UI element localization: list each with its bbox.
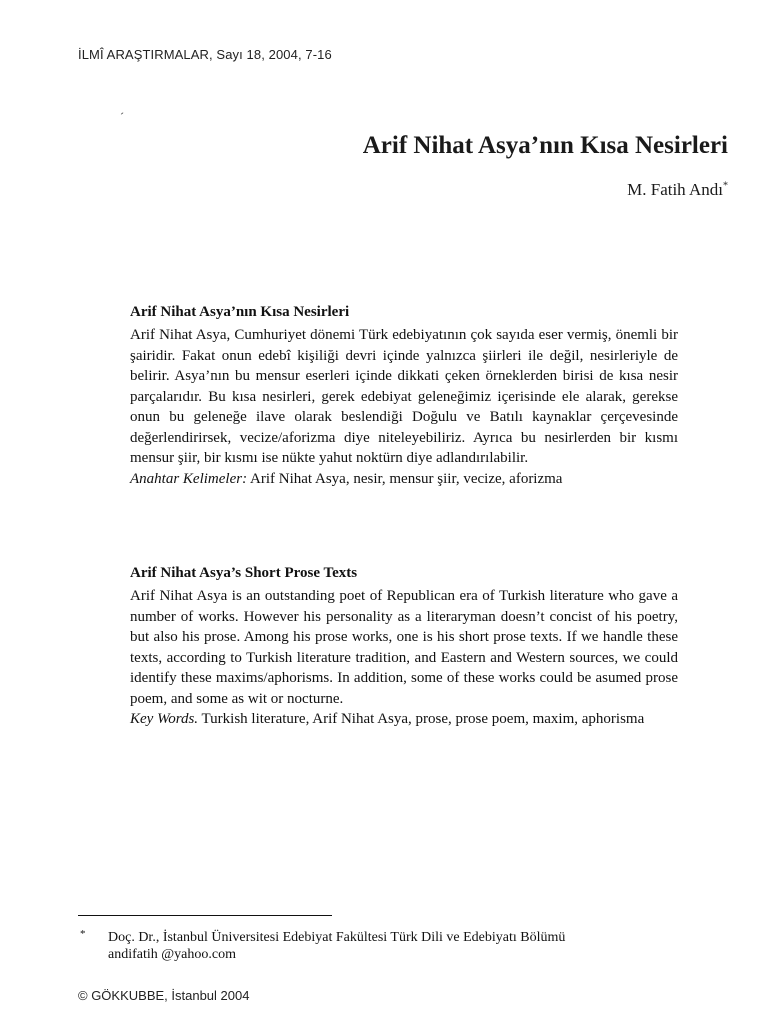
footnote-mark: *	[80, 928, 86, 940]
abstract-tr-body: Arif Nihat Asya, Cumhuriyet dönemi Türk edebiyatının çok sayıda eser vermiş, önemli bir şairidir. Fakat onun edebî kişiliği devri içinde yalnızca şiirleri ile değil, nesirleriyle de belirir. Asya’nın bu mensur eserleri içinde dikkati çeken örneklerden birisi de kısa nesir parçalarıdır. Bu kısa nesirleri, gerek edebiyat geleneğimiz içerisinde ele alarak, gerekse onun bu geleneğe ilave olarak beslendiği Doğulu ve Batılı kaynaklar çerçevesinde değerlendirirsek, vecize/aforizma diye niteleyebiliriz. Ayrıca bu nesirlerden bir kısmı mensur şiir, bir kısmı ise nükte yahut noktürn diye adlandırılabilir.	[130, 327, 678, 466]
author-footnote-mark: *	[723, 180, 728, 192]
footnote-divider	[78, 915, 332, 916]
keywords-en-text: Turkish literature, Arif Nihat Asya, prose, prose poem, maxim, aphorisma	[201, 711, 645, 727]
abstract-tr-heading: Arif Nihat Asya’nın Kısa Nesirleri	[130, 304, 350, 320]
abstract-en-body: Arif Nihat Asya is an outstanding poet of Republican era of Turkish literature who gave a number of works. However his personality as a literaryman doesn’t concist of his poetry, but also his prose. Among his prose works, one is his short prose texts. If we handle these texts, according to Turkish literature tradition, and Eastern and Western sources, we could identify these maxims/aphorisms. In addition, some of these works could be asumed prose poem, and some as wit or nocturne.	[130, 588, 678, 707]
keywords-tr-text: Arif Nihat Asya, nesir, mensur şiir, vecize, aforizma	[250, 470, 563, 487]
abstract-tr-keywords	[130, 469, 678, 490]
keywords-en-label: Key Words.	[130, 711, 199, 727]
journal-header: İLMÎ ARAŞTIRMALAR, Sayı 18, 2004, 7-16	[78, 47, 332, 62]
author-name: M. Fatih Andı	[627, 180, 723, 199]
copyright-footer: © GÖKKUBBE, İstanbul 2004	[78, 988, 250, 1003]
keywords-tr-label: Anahtar Kelimeler:	[130, 470, 248, 487]
footnote-email: andifatih @yahoo.com	[108, 947, 236, 962]
abstract-turkish	[130, 302, 678, 489]
footnote-affiliation: Doç. Dr., İstanbul Üniversitesi Edebiyat Fakültesi Türk Dili ve Edebiyatı Bölümü	[108, 930, 566, 945]
article-author	[627, 180, 728, 200]
abstract-en-heading: Arif Nihat Asya’s Short Prose Texts	[130, 565, 358, 581]
footnote-text	[108, 929, 565, 963]
abstract-en-keywords	[130, 709, 678, 730]
abstract-english	[130, 563, 678, 730]
article-title: Arif Nihat Asya’nın Kısa Nesirleri	[362, 132, 728, 159]
stray-mark: ´	[120, 110, 124, 124]
